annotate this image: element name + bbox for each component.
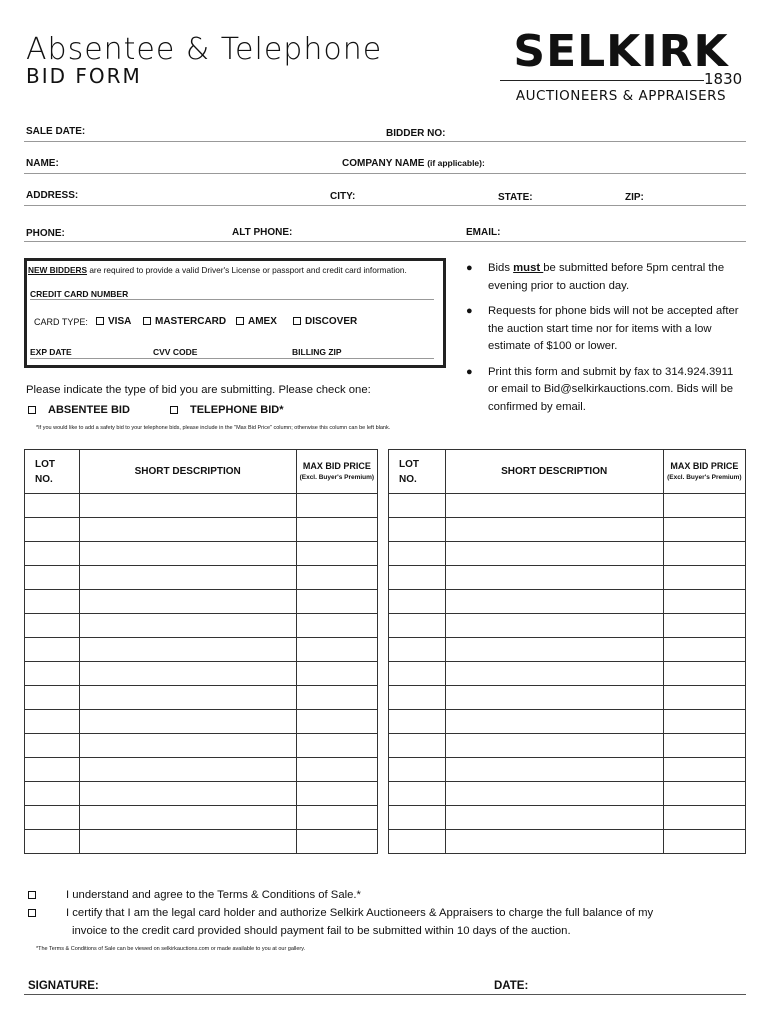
table-row <box>389 830 746 854</box>
table-row <box>25 494 378 518</box>
checkbox-icon[interactable] <box>170 406 178 414</box>
agree-terms-option[interactable]: I understand and agree to the Terms & Conditions of Sale.* <box>28 889 361 901</box>
card-type-mastercard[interactable]: MASTERCARD <box>143 316 226 327</box>
lot-cell[interactable] <box>25 494 80 518</box>
lot-cell[interactable] <box>25 566 80 590</box>
card-number-label: CREDIT CARD NUMBER <box>30 289 129 299</box>
lot-cell[interactable] <box>389 806 446 830</box>
max-bid-cell[interactable] <box>663 542 745 566</box>
max-bid-cell[interactable] <box>296 782 377 806</box>
max-bid-cell[interactable] <box>296 590 377 614</box>
brand-divider <box>500 80 704 81</box>
max-bid-cell[interactable] <box>296 710 377 734</box>
bullet-icon: ● <box>466 365 473 378</box>
lot-cell[interactable] <box>389 734 446 758</box>
table-row <box>389 494 746 518</box>
description-cell[interactable] <box>79 806 296 830</box>
table-row <box>389 590 746 614</box>
zip-label: ZIP: <box>625 192 644 203</box>
terms-note: *The Terms & Conditions of Sale can be viewed on selkirkauctions.com or made available to you at our gallery. <box>36 946 306 952</box>
max-bid-cell[interactable] <box>663 662 745 686</box>
max-bid-cell[interactable] <box>296 830 377 854</box>
table-row <box>389 614 746 638</box>
lot-cell[interactable] <box>25 590 80 614</box>
max-bid-cell[interactable] <box>296 566 377 590</box>
max-bid-cell[interactable] <box>296 758 377 782</box>
description-cell[interactable] <box>445 494 663 518</box>
name-label: NAME: <box>26 158 59 169</box>
table-row <box>25 590 378 614</box>
description-cell[interactable] <box>445 806 663 830</box>
lot-cell[interactable] <box>25 782 80 806</box>
certify-option[interactable]: I certify that I am the legal card holder and authorize Selkirk Auctioneers & Appraisers to charge the full balance of my <box>28 907 653 919</box>
lot-cell[interactable] <box>25 614 80 638</box>
bid-table-right <box>388 449 746 854</box>
checkbox-icon[interactable] <box>28 891 36 899</box>
table-row <box>389 662 746 686</box>
max-bid-cell[interactable] <box>663 758 745 782</box>
billing-zip-label: BILLING ZIP <box>292 347 342 357</box>
max-bid-cell[interactable] <box>296 806 377 830</box>
table-row <box>389 806 746 830</box>
description-cell[interactable] <box>445 614 663 638</box>
certify-text-continued: invoice to the credit card provided should payment fail to be submitted within 10 days of the auction. <box>72 925 571 937</box>
max-bid-cell[interactable] <box>663 710 745 734</box>
max-bid-cell[interactable] <box>663 782 745 806</box>
table-row <box>25 806 378 830</box>
telephone-bid-option[interactable]: TELEPHONE BID* <box>170 404 284 416</box>
card-details-field[interactable] <box>30 358 434 359</box>
cvv-label: CVV CODE <box>153 347 198 357</box>
max-bid-cell[interactable] <box>663 638 745 662</box>
bid-table-left <box>24 449 378 854</box>
bidder-no-label: BIDDER NO: <box>386 128 446 139</box>
checkbox-icon[interactable] <box>28 909 36 917</box>
description-cell[interactable] <box>79 494 296 518</box>
absentee-bid-option[interactable]: ABSENTEE BID <box>28 404 130 416</box>
address-label: ADDRESS: <box>26 190 79 201</box>
description-cell[interactable] <box>79 662 296 686</box>
alt-phone-label: ALT PHONE: <box>232 227 293 238</box>
description-cell[interactable] <box>445 758 663 782</box>
lot-cell[interactable] <box>25 830 80 854</box>
lot-header: LOT NO. <box>25 450 80 494</box>
table-row <box>25 710 378 734</box>
table-row <box>25 686 378 710</box>
lot-cell[interactable] <box>389 566 446 590</box>
phone-label: PHONE: <box>26 228 65 239</box>
company-name-label: COMPANY NAME (if applicable): <box>342 158 485 169</box>
email-label: EMAIL: <box>466 227 501 238</box>
card-number-field[interactable] <box>30 299 434 300</box>
description-cell[interactable] <box>79 566 296 590</box>
description-cell[interactable] <box>445 662 663 686</box>
description-cell[interactable] <box>445 686 663 710</box>
table-row <box>389 566 746 590</box>
card-type-discover[interactable]: DISCOVER <box>293 316 357 327</box>
lot-cell[interactable] <box>389 542 446 566</box>
bullet-icon: ● <box>466 305 473 317</box>
description-cell[interactable] <box>79 614 296 638</box>
max-bid-cell[interactable] <box>296 542 377 566</box>
description-header: SHORT DESCRIPTION <box>79 450 296 494</box>
date-label: DATE: <box>494 980 529 992</box>
table-row <box>389 734 746 758</box>
max-bid-cell[interactable] <box>296 614 377 638</box>
max-bid-cell[interactable] <box>296 686 377 710</box>
table-row <box>25 518 378 542</box>
lot-cell[interactable] <box>389 782 446 806</box>
address-field[interactable] <box>24 205 746 206</box>
table-row <box>25 614 378 638</box>
card-type-visa[interactable]: VISA <box>96 316 131 327</box>
table-row <box>25 758 378 782</box>
lot-cell[interactable] <box>389 686 446 710</box>
lot-cell[interactable] <box>25 806 80 830</box>
description-cell[interactable] <box>445 710 663 734</box>
table-row <box>25 638 378 662</box>
state-label: STATE: <box>498 192 533 203</box>
table-row <box>389 542 746 566</box>
sale-date-field[interactable] <box>24 141 746 142</box>
description-cell[interactable] <box>445 566 663 590</box>
description-cell[interactable] <box>445 542 663 566</box>
lot-cell[interactable] <box>389 710 446 734</box>
lot-cell[interactable] <box>389 758 446 782</box>
bid-type-prompt: Please indicate the type of bid you are submitting. Please check one: <box>26 384 371 396</box>
bullet-item: ● Requests for phone bids will not be accepted after the auction start time nor for items with a low estimate of $100 or lower. <box>466 305 739 352</box>
lot-header: LOT NO. <box>389 450 446 494</box>
table-row <box>389 638 746 662</box>
description-cell[interactable] <box>79 710 296 734</box>
lot-cell[interactable] <box>389 830 446 854</box>
lot-cell[interactable] <box>25 662 80 686</box>
lot-cell[interactable] <box>389 518 446 542</box>
max-bid-cell[interactable] <box>663 614 745 638</box>
city-label: CITY: <box>330 191 356 202</box>
lot-cell[interactable] <box>25 758 80 782</box>
table-row <box>389 518 746 542</box>
description-cell[interactable] <box>79 542 296 566</box>
checkbox-icon[interactable] <box>236 317 244 325</box>
checkbox-icon[interactable] <box>143 317 151 325</box>
bullet-item: ● Bids must be submitted before 5pm central the evening prior to auction day. <box>466 262 725 292</box>
card-type-label: CARD TYPE: <box>34 317 88 327</box>
description-cell[interactable] <box>445 734 663 758</box>
description-cell[interactable] <box>79 758 296 782</box>
table-row <box>389 758 746 782</box>
bullet-icon: ● <box>466 262 473 274</box>
max-bid-cell[interactable] <box>296 518 377 542</box>
table-row <box>389 710 746 734</box>
description-cell[interactable] <box>445 638 663 662</box>
description-cell[interactable] <box>445 830 663 854</box>
brand-year: 1830 <box>704 70 743 88</box>
description-cell[interactable] <box>79 830 296 854</box>
table-row <box>25 662 378 686</box>
description-cell[interactable] <box>445 590 663 614</box>
table-row <box>25 542 378 566</box>
max-bid-cell[interactable] <box>296 662 377 686</box>
lot-cell[interactable] <box>389 590 446 614</box>
max-bid-cell[interactable] <box>663 566 745 590</box>
max-bid-cell[interactable] <box>663 494 745 518</box>
description-cell[interactable] <box>445 782 663 806</box>
table-row <box>25 782 378 806</box>
sale-date-label: SALE DATE: <box>26 126 86 137</box>
max-bid-cell[interactable] <box>663 806 745 830</box>
signature-field[interactable] <box>24 994 746 995</box>
max-bid-cell[interactable] <box>663 734 745 758</box>
lot-cell[interactable] <box>389 662 446 686</box>
lot-cell[interactable] <box>389 494 446 518</box>
lot-cell[interactable] <box>389 614 446 638</box>
card-type-amex[interactable]: AMEX <box>236 316 277 327</box>
lot-cell[interactable] <box>25 734 80 758</box>
table-row <box>389 782 746 806</box>
safety-bid-note: *If you would like to add a safety bid to your telephone bids, please include in the "Max Bid Price" column; otherwise this column can be left blank. <box>36 425 391 431</box>
description-cell[interactable] <box>79 782 296 806</box>
form-title: Absentee & Telephone <box>26 32 383 67</box>
lot-cell[interactable] <box>25 710 80 734</box>
bullet-item: ● Print this form and submit by fax to 314.924.3911 or email to Bid@selkirkauctions.com. Bids will be confirmed by email. <box>466 365 734 413</box>
lot-cell[interactable] <box>25 686 80 710</box>
table-row <box>389 686 746 710</box>
brand-subtitle: AUCTIONEERS & APPRAISERS <box>515 88 727 104</box>
lot-cell[interactable] <box>25 638 80 662</box>
max-bid-cell[interactable] <box>663 590 745 614</box>
form-subtitle: BID FORM <box>26 64 142 88</box>
new-bidders-notice: NEW BIDDERS are required to provide a valid Driver's License or passport and credit card information. <box>28 265 407 275</box>
table-row <box>25 566 378 590</box>
max-bid-cell[interactable] <box>663 830 745 854</box>
checkbox-icon[interactable] <box>96 317 104 325</box>
max-bid-header: MAX BID PRICE (Excl. Buyer's Premium) <box>296 450 377 494</box>
lot-cell[interactable] <box>25 542 80 566</box>
max-bid-header: MAX BID PRICE (Excl. Buyer's Premium) <box>663 450 745 494</box>
description-cell[interactable] <box>445 518 663 542</box>
max-bid-cell[interactable] <box>296 734 377 758</box>
checkbox-icon[interactable] <box>28 406 36 414</box>
brand-logo: SELKIRK <box>513 26 729 77</box>
phone-field[interactable] <box>24 241 746 242</box>
exp-date-label: EXP DATE <box>30 347 72 357</box>
description-header: SHORT DESCRIPTION <box>445 450 663 494</box>
description-cell[interactable] <box>79 590 296 614</box>
description-cell[interactable] <box>79 518 296 542</box>
checkbox-icon[interactable] <box>293 317 301 325</box>
table-row <box>25 830 378 854</box>
lot-cell[interactable] <box>25 518 80 542</box>
signature-label: SIGNATURE: <box>28 980 99 992</box>
bullet-list <box>466 260 746 416</box>
max-bid-cell[interactable] <box>296 638 377 662</box>
max-bid-cell[interactable] <box>663 518 745 542</box>
description-cell[interactable] <box>79 686 296 710</box>
table-row <box>25 734 378 758</box>
description-cell[interactable] <box>79 638 296 662</box>
lot-cell[interactable] <box>389 638 446 662</box>
max-bid-cell[interactable] <box>663 686 745 710</box>
description-cell[interactable] <box>79 734 296 758</box>
max-bid-cell[interactable] <box>296 494 377 518</box>
name-field[interactable] <box>24 173 746 174</box>
